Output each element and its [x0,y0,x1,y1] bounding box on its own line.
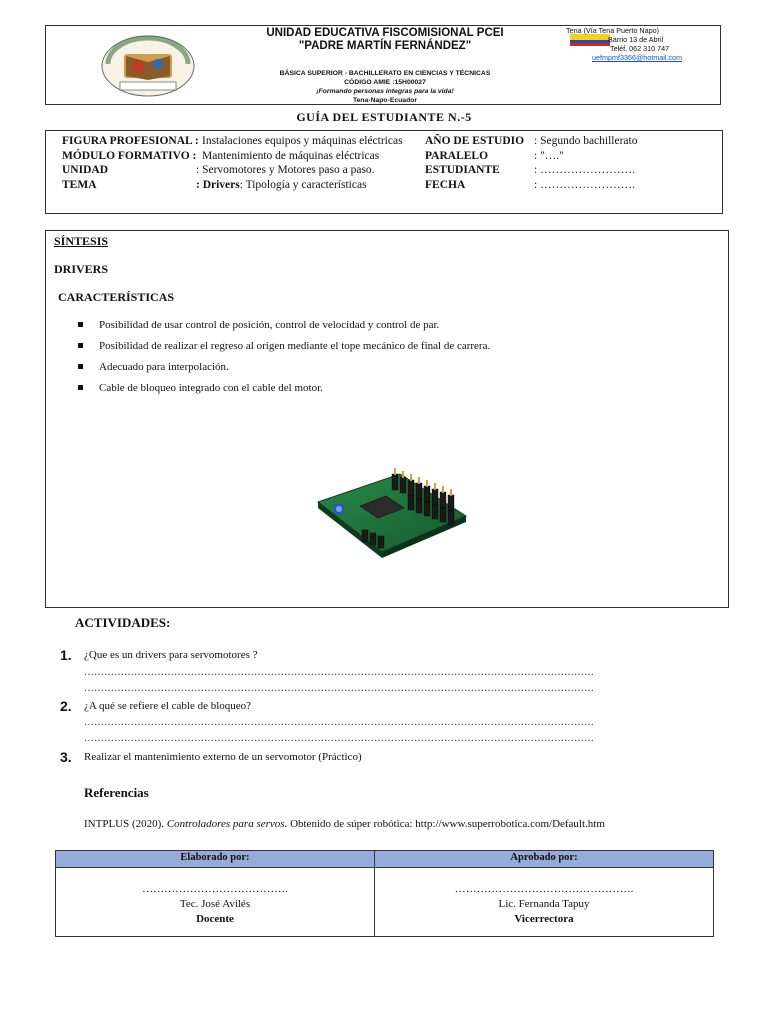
bullet-text: Adecuado para interpolación. [99,361,229,373]
figura-value: Instalaciones equipos y máquinas eléctricas [202,135,403,147]
answer-line[interactable]: ……………………………………………………………………………………………………………………………………… [84,667,594,678]
signature-line: …………………………………………. [454,883,634,895]
tema-value-wrap [196,178,367,192]
answer-line[interactable]: ……………………………………………………………………………………………………………………………………… [84,717,594,728]
elaborated-by-role: Docente [196,913,234,925]
fecha-value: : ……………………. [534,179,635,191]
reference-work: Controladores para servos. [166,818,288,830]
tema-prefix: : Drivers [196,179,240,191]
guide-title: GUÍA DEL ESTUDIANTE N.-5 [296,110,472,124]
elaborated-by-signature [56,882,374,927]
approved-by-role: Vicerrectora [514,913,574,925]
reference-entry [84,818,605,830]
address-line1: Tena (Vía Tena Puerto Napo) [566,26,659,35]
activities-title: ACTIVIDADES: [75,615,171,630]
approved-by-signature [375,882,713,927]
bullet-square-icon [78,385,83,390]
elaborated-by-name: Tec. José Avilés [179,898,251,910]
amie-code: CÓDIGO AMIE :15H00027 [344,79,426,86]
tema-label: TEMA [62,179,97,191]
bullet-square-icon [78,322,83,327]
bullet-text: Posibilidad de usar control de posición, control de velocidad y control de par. [99,319,440,331]
paralelo-label: PARALELO [425,150,489,162]
list-item [78,381,698,402]
institution-info [210,69,560,105]
drivers-title: DRIVERS [54,262,109,276]
fecha-label: FECHA [425,179,466,191]
question-text-2: ¿A qué se refiere el cable de bloqueo? [84,700,252,712]
tema-value: : Tipología y características [239,179,367,191]
estudiante-label: ESTUDIANTE [425,164,500,176]
bullet-text: Cable de bloqueo integrado con el cable del motor. [99,382,323,394]
signature-line: …………………………………. [142,883,288,895]
list-item [78,318,698,339]
paralelo-value: : "…." [534,150,564,162]
anio-label: AÑO DE ESTUDIO [425,135,525,147]
references-title: Referencias [84,785,149,800]
approved-by-name: Lic. Fernanda Tapuy [498,898,590,910]
estudiante-value: : ……………………. [534,164,635,176]
bullet-text: Posibilidad de realizar el regreso al origen mediante el tope mecánico de final de carrera. [99,340,491,352]
question-number-3: 3. [60,749,72,765]
reference-author: INTPLUS (2020). [84,818,167,830]
address-block [566,26,716,62]
question-text-1: ¿Que es un drivers para servomotores ? [84,649,258,661]
reference-source: Obtenido de súper robótica: http://www.superrobotica.com/Default.htm [287,818,605,830]
question-text-3: Realizar el mantenimiento externo de un servomotor (Práctico) [84,751,362,763]
elaborated-by-header: Elaborado por: [180,852,250,863]
synthesis-title: SÍNTESIS [54,234,109,248]
institution-name [210,27,560,53]
phone: Teléf. 062 310 747 [610,44,670,53]
list-item [78,339,698,360]
question-number-1: 1. [60,647,72,663]
education-level: BÁSICA SUPERIOR - BACHILLERATO EN CIENCIAS Y TÉCNICAS [279,70,491,77]
school-logo [98,34,198,98]
figura-label: FIGURA PROFESIONAL : [62,135,199,147]
address-line2: Barrio 13 de Abril [608,35,664,44]
institution-name-line2: "PADRE MARTÍN FERNÁNDEZ" [298,40,472,52]
list-item [78,360,698,381]
servo-driver-board-image [290,440,480,580]
anio-value: : Segundo bachillerato [534,135,638,147]
approved-by-header: Aprobado por: [510,852,578,863]
modulo-label: MÓDULO FORMATIVO : [62,150,197,162]
email-link[interactable]: uefmpmf3366@hotmail.com [592,53,682,62]
institution-name-line1: UNIDAD EDUCATIVA FISCOMISIONAL PCEI [266,27,504,39]
unidad-value: : Servomotores y Motores paso a paso. [196,164,375,176]
answer-line[interactable]: ……………………………………………………………………………………………………………………………………… [84,683,594,694]
answer-line[interactable]: ……………………………………………………………………………………………………………………………………… [84,733,594,744]
question-number-2: 2. [60,698,72,714]
motto: ¡Formando personas íntegras para la vida! [316,88,454,95]
features-title: CARACTERÍSTICAS [58,290,175,304]
features-list [78,318,698,402]
unidad-label: UNIDAD [62,164,108,176]
location: Tena-Napo-Ecuador [352,97,418,104]
bullet-square-icon [78,364,83,369]
modulo-value: Mantenimiento de máquinas eléctricas [202,150,380,162]
bullet-square-icon [78,343,83,348]
